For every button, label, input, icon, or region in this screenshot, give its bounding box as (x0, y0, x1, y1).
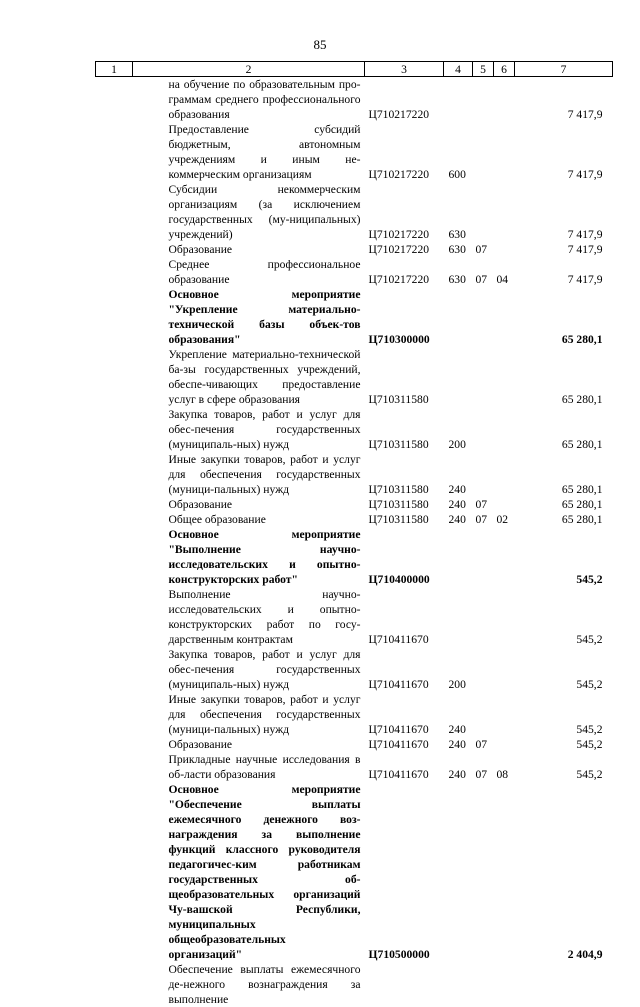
row-k6 (494, 497, 515, 512)
row-sum: 545,2 (515, 692, 613, 737)
table-row (96, 752, 613, 782)
row-k6 (494, 347, 515, 407)
cell-col-1 (96, 182, 133, 242)
header-col-5: 5 (473, 62, 494, 77)
row-name: Выполнение научно-исследовательских и опытно-конструкторских работ по госу-дарственным контрактам (133, 587, 365, 647)
row-sum: 7 417,9 (515, 122, 613, 182)
table-row (96, 347, 613, 407)
row-name: Общее образование (133, 512, 365, 527)
row-k6 (494, 182, 515, 242)
row-name: Иные закупки товаров, работ и услуг для обеспечения государственных (муници-пальных) нужд (133, 692, 365, 737)
table-row (96, 77, 613, 123)
table-row (96, 587, 613, 647)
row-sum: 7 417,9 (515, 242, 613, 257)
table-body (96, 77, 613, 1007)
cell-col-1 (96, 752, 133, 782)
row-k6 (494, 692, 515, 737)
table-row (96, 242, 613, 257)
row-code (365, 962, 444, 1007)
row-k4: 240 (444, 452, 473, 497)
row-k4: 240 (444, 512, 473, 527)
row-k5 (473, 122, 494, 182)
row-sum: 65 280,1 (515, 497, 613, 512)
cell-col-1 (96, 347, 133, 407)
row-k5 (473, 407, 494, 452)
row-k4 (444, 287, 473, 347)
row-sum (515, 962, 613, 1007)
row-code: Ц710311580 (365, 497, 444, 512)
table-row (96, 497, 613, 512)
row-k4 (444, 527, 473, 587)
table-row (96, 287, 613, 347)
row-k4: 240 (444, 692, 473, 737)
row-code: Ц710411670 (365, 647, 444, 692)
cell-col-1 (96, 527, 133, 587)
cell-col-1 (96, 962, 133, 1007)
header-row (96, 62, 613, 77)
cell-col-1 (96, 512, 133, 527)
table-row (96, 122, 613, 182)
row-sum: 2 404,9 (515, 782, 613, 962)
row-k4: 200 (444, 407, 473, 452)
table-row (96, 257, 613, 287)
table-row (96, 647, 613, 692)
row-name: Среднее профессиональное образование (133, 257, 365, 287)
row-k5: 07 (473, 737, 494, 752)
row-k6: 02 (494, 512, 515, 527)
header-col-2: 2 (133, 62, 365, 77)
cell-col-1 (96, 242, 133, 257)
row-k5: 07 (473, 497, 494, 512)
row-code: Ц710500000 (365, 782, 444, 962)
row-k6 (494, 527, 515, 587)
cell-col-1 (96, 452, 133, 497)
table-row (96, 962, 613, 1007)
row-k4 (444, 587, 473, 647)
row-name: на обучение по образовательным про-граммам среднего профессионального образования (133, 77, 365, 123)
row-sum: 65 280,1 (515, 452, 613, 497)
cell-col-1 (96, 647, 133, 692)
table-row (96, 512, 613, 527)
row-name: Образование (133, 737, 365, 752)
row-k4: 240 (444, 497, 473, 512)
row-k6 (494, 782, 515, 962)
cell-col-1 (96, 257, 133, 287)
row-k5 (473, 527, 494, 587)
row-code: Ц710411670 (365, 692, 444, 737)
row-code: Ц710311580 (365, 452, 444, 497)
row-k6 (494, 77, 515, 123)
table-row (96, 452, 613, 497)
row-k4: 240 (444, 737, 473, 752)
row-name: Закупка товаров, работ и услуг для обес-печения государственных (муниципаль-ных) нужд (133, 407, 365, 452)
row-name: Укрепление материально-технической ба-зы государственных учреждений, обеспе-чивающих предоставление услуг в сфере образования (133, 347, 365, 407)
row-sum: 545,2 (515, 737, 613, 752)
row-k6 (494, 962, 515, 1007)
row-code: Ц710311580 (365, 512, 444, 527)
table-row (96, 737, 613, 752)
table-row (96, 407, 613, 452)
table-row (96, 692, 613, 737)
row-k5 (473, 452, 494, 497)
cell-col-1 (96, 782, 133, 962)
row-k5 (473, 647, 494, 692)
cell-col-1 (96, 77, 133, 123)
table-row (96, 782, 613, 962)
row-sum: 65 280,1 (515, 347, 613, 407)
row-k5: 07 (473, 257, 494, 287)
row-k6 (494, 647, 515, 692)
row-k6 (494, 287, 515, 347)
row-k5 (473, 782, 494, 962)
row-code: Ц710411670 (365, 737, 444, 752)
row-code: Ц710217220 (365, 122, 444, 182)
row-k5 (473, 77, 494, 123)
cell-col-1 (96, 287, 133, 347)
row-sum: 7 417,9 (515, 77, 613, 123)
row-sum: 65 280,1 (515, 287, 613, 347)
row-k6 (494, 242, 515, 257)
row-k4: 630 (444, 182, 473, 242)
row-k6 (494, 737, 515, 752)
row-code: Ц710300000 (365, 287, 444, 347)
row-k4: 240 (444, 752, 473, 782)
cell-col-1 (96, 692, 133, 737)
row-sum: 7 417,9 (515, 257, 613, 287)
row-name: Образование (133, 242, 365, 257)
row-k4 (444, 782, 473, 962)
cell-col-1 (96, 587, 133, 647)
header-col-3: 3 (365, 62, 444, 77)
row-k5: 07 (473, 242, 494, 257)
row-code: Ц710217220 (365, 77, 444, 123)
cell-col-1 (96, 737, 133, 752)
cell-col-1 (96, 497, 133, 512)
row-k4: 600 (444, 122, 473, 182)
row-k5 (473, 287, 494, 347)
row-name: Основное мероприятие "Укрепление материально-технической базы объек-тов образования" (133, 287, 365, 347)
table-row (96, 527, 613, 587)
table-row (96, 182, 613, 242)
row-k4: 630 (444, 242, 473, 257)
page-number: 85 (0, 37, 640, 52)
row-sum: 545,2 (515, 527, 613, 587)
row-code: Ц710411670 (365, 587, 444, 647)
row-k5: 07 (473, 752, 494, 782)
row-k6 (494, 587, 515, 647)
header-col-1: 1 (96, 62, 133, 77)
row-name: Прикладные научные исследования в об-ласти образования (133, 752, 365, 782)
row-sum: 7 417,9 (515, 182, 613, 242)
row-k6: 08 (494, 752, 515, 782)
row-sum: 545,2 (515, 752, 613, 782)
row-name: Предоставление субсидий бюджетным, автономным учреждениям и иным не-коммерческим организациям (133, 122, 365, 182)
cell-col-1 (96, 407, 133, 452)
header-col-4: 4 (444, 62, 473, 77)
row-code: Ц710217220 (365, 257, 444, 287)
row-k4: 200 (444, 647, 473, 692)
row-name: Основное мероприятие "Обеспечение выплаты ежемесячного денежного воз-награждения за выполнение функций классного руководителя педагогичес-ким работникам государственных об-щеобразовательных организаций Чу-вашской Республики, муниципальных общеобразовательных организаций" (133, 782, 365, 962)
row-k4 (444, 962, 473, 1007)
row-code: Ц710311580 (365, 407, 444, 452)
row-k6 (494, 452, 515, 497)
row-k5 (473, 962, 494, 1007)
row-sum: 545,2 (515, 587, 613, 647)
row-name: Субсидии некоммерческим организациям (за исключением государственных (му-ниципальных) учреждений) (133, 182, 365, 242)
row-k6: 04 (494, 257, 515, 287)
row-name: Основное мероприятие "Выполнение научно-исследовательских и опытно-конструкторских работ" (133, 527, 365, 587)
row-k4 (444, 347, 473, 407)
row-name: Образование (133, 497, 365, 512)
row-name: Обеспечение выплаты ежемесячного де-нежного вознаграждения за выполнение (133, 962, 365, 1007)
budget-table (95, 61, 613, 1007)
row-sum: 65 280,1 (515, 407, 613, 452)
header-col-6: 6 (494, 62, 515, 77)
row-code: Ц710217220 (365, 242, 444, 257)
header-col-7: 7 (515, 62, 613, 77)
row-k4: 630 (444, 257, 473, 287)
row-code: Ц710217220 (365, 182, 444, 242)
row-k5 (473, 692, 494, 737)
row-k5: 07 (473, 512, 494, 527)
row-k4 (444, 77, 473, 123)
row-code: Ц710400000 (365, 527, 444, 587)
row-k5 (473, 347, 494, 407)
row-code: Ц710311580 (365, 347, 444, 407)
row-name: Иные закупки товаров, работ и услуг для обеспечения государственных (муници-пальных) нужд (133, 452, 365, 497)
row-k6 (494, 122, 515, 182)
row-k6 (494, 407, 515, 452)
row-k5 (473, 587, 494, 647)
row-name: Закупка товаров, работ и услуг для обес-печения государственных (муниципаль-ных) нужд (133, 647, 365, 692)
row-k5 (473, 182, 494, 242)
cell-col-1 (96, 122, 133, 182)
row-sum: 545,2 (515, 647, 613, 692)
row-code: Ц710411670 (365, 752, 444, 782)
row-sum: 65 280,1 (515, 512, 613, 527)
